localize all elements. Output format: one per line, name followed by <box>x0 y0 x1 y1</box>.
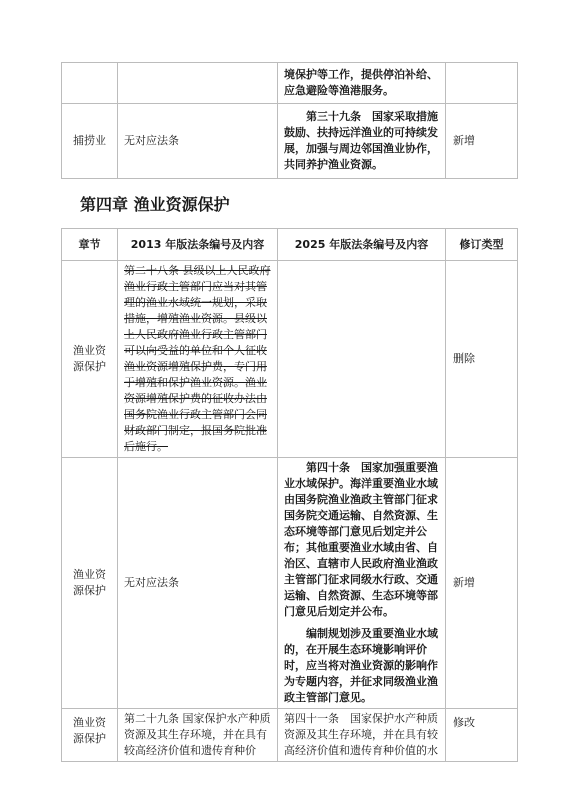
new-law-cell <box>278 104 446 179</box>
new-law-cell <box>278 63 446 104</box>
header-new-law: 2025 年版法条编号及内容 <box>278 229 446 261</box>
old-law-cell: 第二十九条 国家保护水产种质资源及其生存环境，并在具有较高经济价值和遗传育种价 <box>118 709 278 762</box>
section-cell: 渔业资源保护 <box>62 709 118 762</box>
old-law-cell <box>118 63 278 104</box>
revision-type-cell: 修改 <box>446 709 518 762</box>
header-old-law: 2013 年版法条编号及内容 <box>118 229 278 261</box>
new-law-paragraph-1: 第四十条 国家加强重要渔业水域保护。海洋重要渔业水域由国务院渔业渔政主管部门征求国务院交通运输、自然资源、生态环境等部门意见后划定并公布；其他重要渔业水域由省、自治区、直辖市人民政府渔业渔政主管部门征求同级水行政、交通运输、自然资源、生态环境等部门意见后划定并公布。 <box>284 461 438 618</box>
header-section: 章节 <box>62 229 118 261</box>
main-table <box>61 228 518 762</box>
section-cell: 渔业资源保护 <box>62 261 118 458</box>
table-header-row <box>62 229 518 261</box>
chapter-title: 第四章 渔业资源保护 <box>80 195 230 214</box>
table-row <box>62 104 518 179</box>
old-law-cell <box>118 261 278 458</box>
new-law-cell <box>278 261 446 458</box>
new-law-text: 境保护等工作，提供停泊补给、应急避险等渔港服务。 <box>284 68 438 97</box>
revision-type-cell: 新增 <box>446 104 518 179</box>
old-law-cell: 无对应法条 <box>118 458 278 709</box>
table-row <box>62 458 518 709</box>
new-law-paragraph-2: 编制规划涉及重要渔业水域的，在开展生态环境影响评价时，应当将对渔业资源的影响作为专题内容，并征求同级渔业渔政主管部门意见。 <box>284 627 438 704</box>
header-revision-type: 修订类型 <box>446 229 518 261</box>
section-cell: 渔业资源保护 <box>62 458 118 709</box>
revision-type-cell: 新增 <box>446 458 518 709</box>
new-law-cell <box>278 458 446 709</box>
top-table <box>61 62 518 179</box>
table-row <box>62 261 518 458</box>
deleted-law-text: 第二十八条 县级以上人民政府渔业行政主管部门应当对其管理的渔业水域统一规划，采取措施，增殖渔业资源。县级以上人民政府渔业行政主管部门可以向受益的单位和个人征收渔业资源增殖保护费，专门用于增殖和保护渔业资源。渔业资源增殖保护费的征收办法由国务院渔业行政主管部门会同财政部门制定，报国务院批准后施行。 <box>124 264 271 453</box>
revision-type-cell: 删除 <box>446 261 518 458</box>
table-row <box>62 63 518 104</box>
new-law-text: 第三十九条 国家采取措施鼓励、扶持远洋渔业的可持续发展，加强与周边邻国渔业协作，共同养护渔业资源。 <box>284 110 438 171</box>
section-cell <box>62 63 118 104</box>
table-row <box>62 709 518 762</box>
section-cell: 捕捞业 <box>62 104 118 179</box>
revision-type-cell <box>446 63 518 104</box>
old-law-cell: 无对应法条 <box>118 104 278 179</box>
new-law-cell: 第四十一条 国家保护水产种质资源及其生存环境，并在具有较高经济价值和遗传育种价值的水 <box>278 709 446 762</box>
